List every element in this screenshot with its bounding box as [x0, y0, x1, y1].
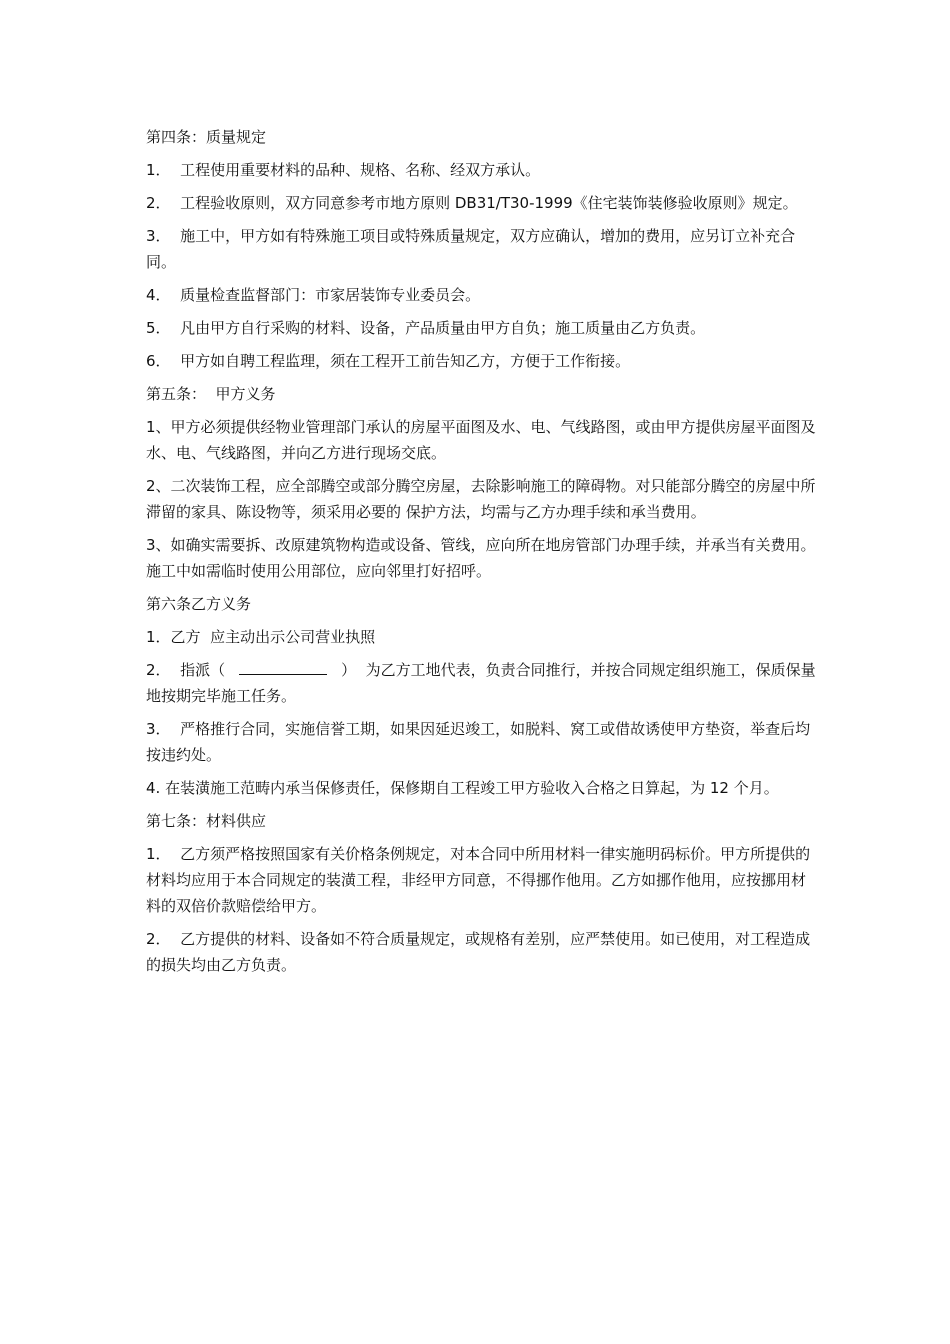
clause-item: 5． 凡由甲方自行采购的材料、设备，产品质量由甲方自负；施工质量由乙方负责。: [146, 319, 706, 337]
document-page: [146, 124, 818, 985]
clause-item: 1、甲方必须提供经物业管理部门承认的房屋平面图及水、电、气线路图，或由甲方提供房屋平面图及水、电、气线路图，并向乙方进行现场交底。: [146, 418, 816, 462]
clause-item: 4. 在装潢施工范畴内承当保修责任，保修期自工程竣工甲方验收入合格之日算起，为 12 个月。: [146, 779, 779, 797]
clause-item-with-blank: [146, 657, 818, 709]
clause-item: 3． 严格推行合同，实施信誉工期，如果因延迟竣工，如脱料、窝工或借故诱使甲方垫资，举查后均按违约处。: [146, 720, 811, 764]
section-heading: 第五条： 甲方义务: [146, 385, 276, 403]
clause-item: 2． 乙方提供的材料、设备如不符合质量规定，或规格有差别，应严禁使用。如已使用，对工程造成的损失均由乙方负责。: [146, 930, 811, 974]
clause-item: 2． 工程验收原则，双方同意参考市地方原则 DB31/T30-1999《住宅装饰装修验收原则》规定。: [146, 194, 798, 212]
clause-item: 2、二次装饰工程，应全部腾空或部分腾空房屋，去除影响施工的障碍物。对只能部分腾空的房屋中所滞留的家具、陈设物等，须采用必要的 保护方法，均需与乙方办理手续和承当费用。: [146, 477, 816, 521]
clause-item: 3． 施工中，甲方如有特殊施工项目或特殊质量规定，双方应确认，增加的费用，应另订立补充合同。: [146, 227, 796, 271]
clause-item: 1．乙方 应主动出示公司营业执照: [146, 628, 376, 646]
clause-item: 1． 工程使用重要材料的品种、规格、名称、经双方承认。: [146, 161, 541, 179]
clause-text-before-blank: 2． 指派（: [146, 661, 226, 679]
clause-item: 3、如确实需要拆、改原建筑物构造或设备、管线，应向所在地房管部门办理手续，并承当有关费用。施工中如需临时使用公用部位，应向邻里打好招呼。: [146, 536, 816, 580]
blank-field-underline: [239, 660, 327, 675]
clause-item: 6． 甲方如自聘工程监理，须在工程开工前告知乙方，方便于工作衔接。: [146, 352, 631, 370]
clause-item: 4． 质量检查监督部门：市家居装饰专业委员会。: [146, 286, 481, 304]
section-heading: 第七条：材料供应: [146, 812, 267, 830]
clause-item: 1． 乙方须严格按照国家有关价格条例规定，对本合同中所用材料一律实施明码标价。甲方所提供的材料均应用于本合同规定的装潢工程，非经甲方同意，不得挪作他用。乙方如挪作他用，应按挪用材料的双倍价款赔偿给甲方。: [146, 845, 811, 915]
clause-text-after-blank: ） 为乙方工地代表，负责合同推行，并按合同规定组织施工，保质保量地按期完毕施工任务。: [146, 661, 816, 705]
section-heading: 第六条乙方义务: [146, 595, 252, 613]
section-heading: 第四条：质量规定: [146, 128, 267, 146]
